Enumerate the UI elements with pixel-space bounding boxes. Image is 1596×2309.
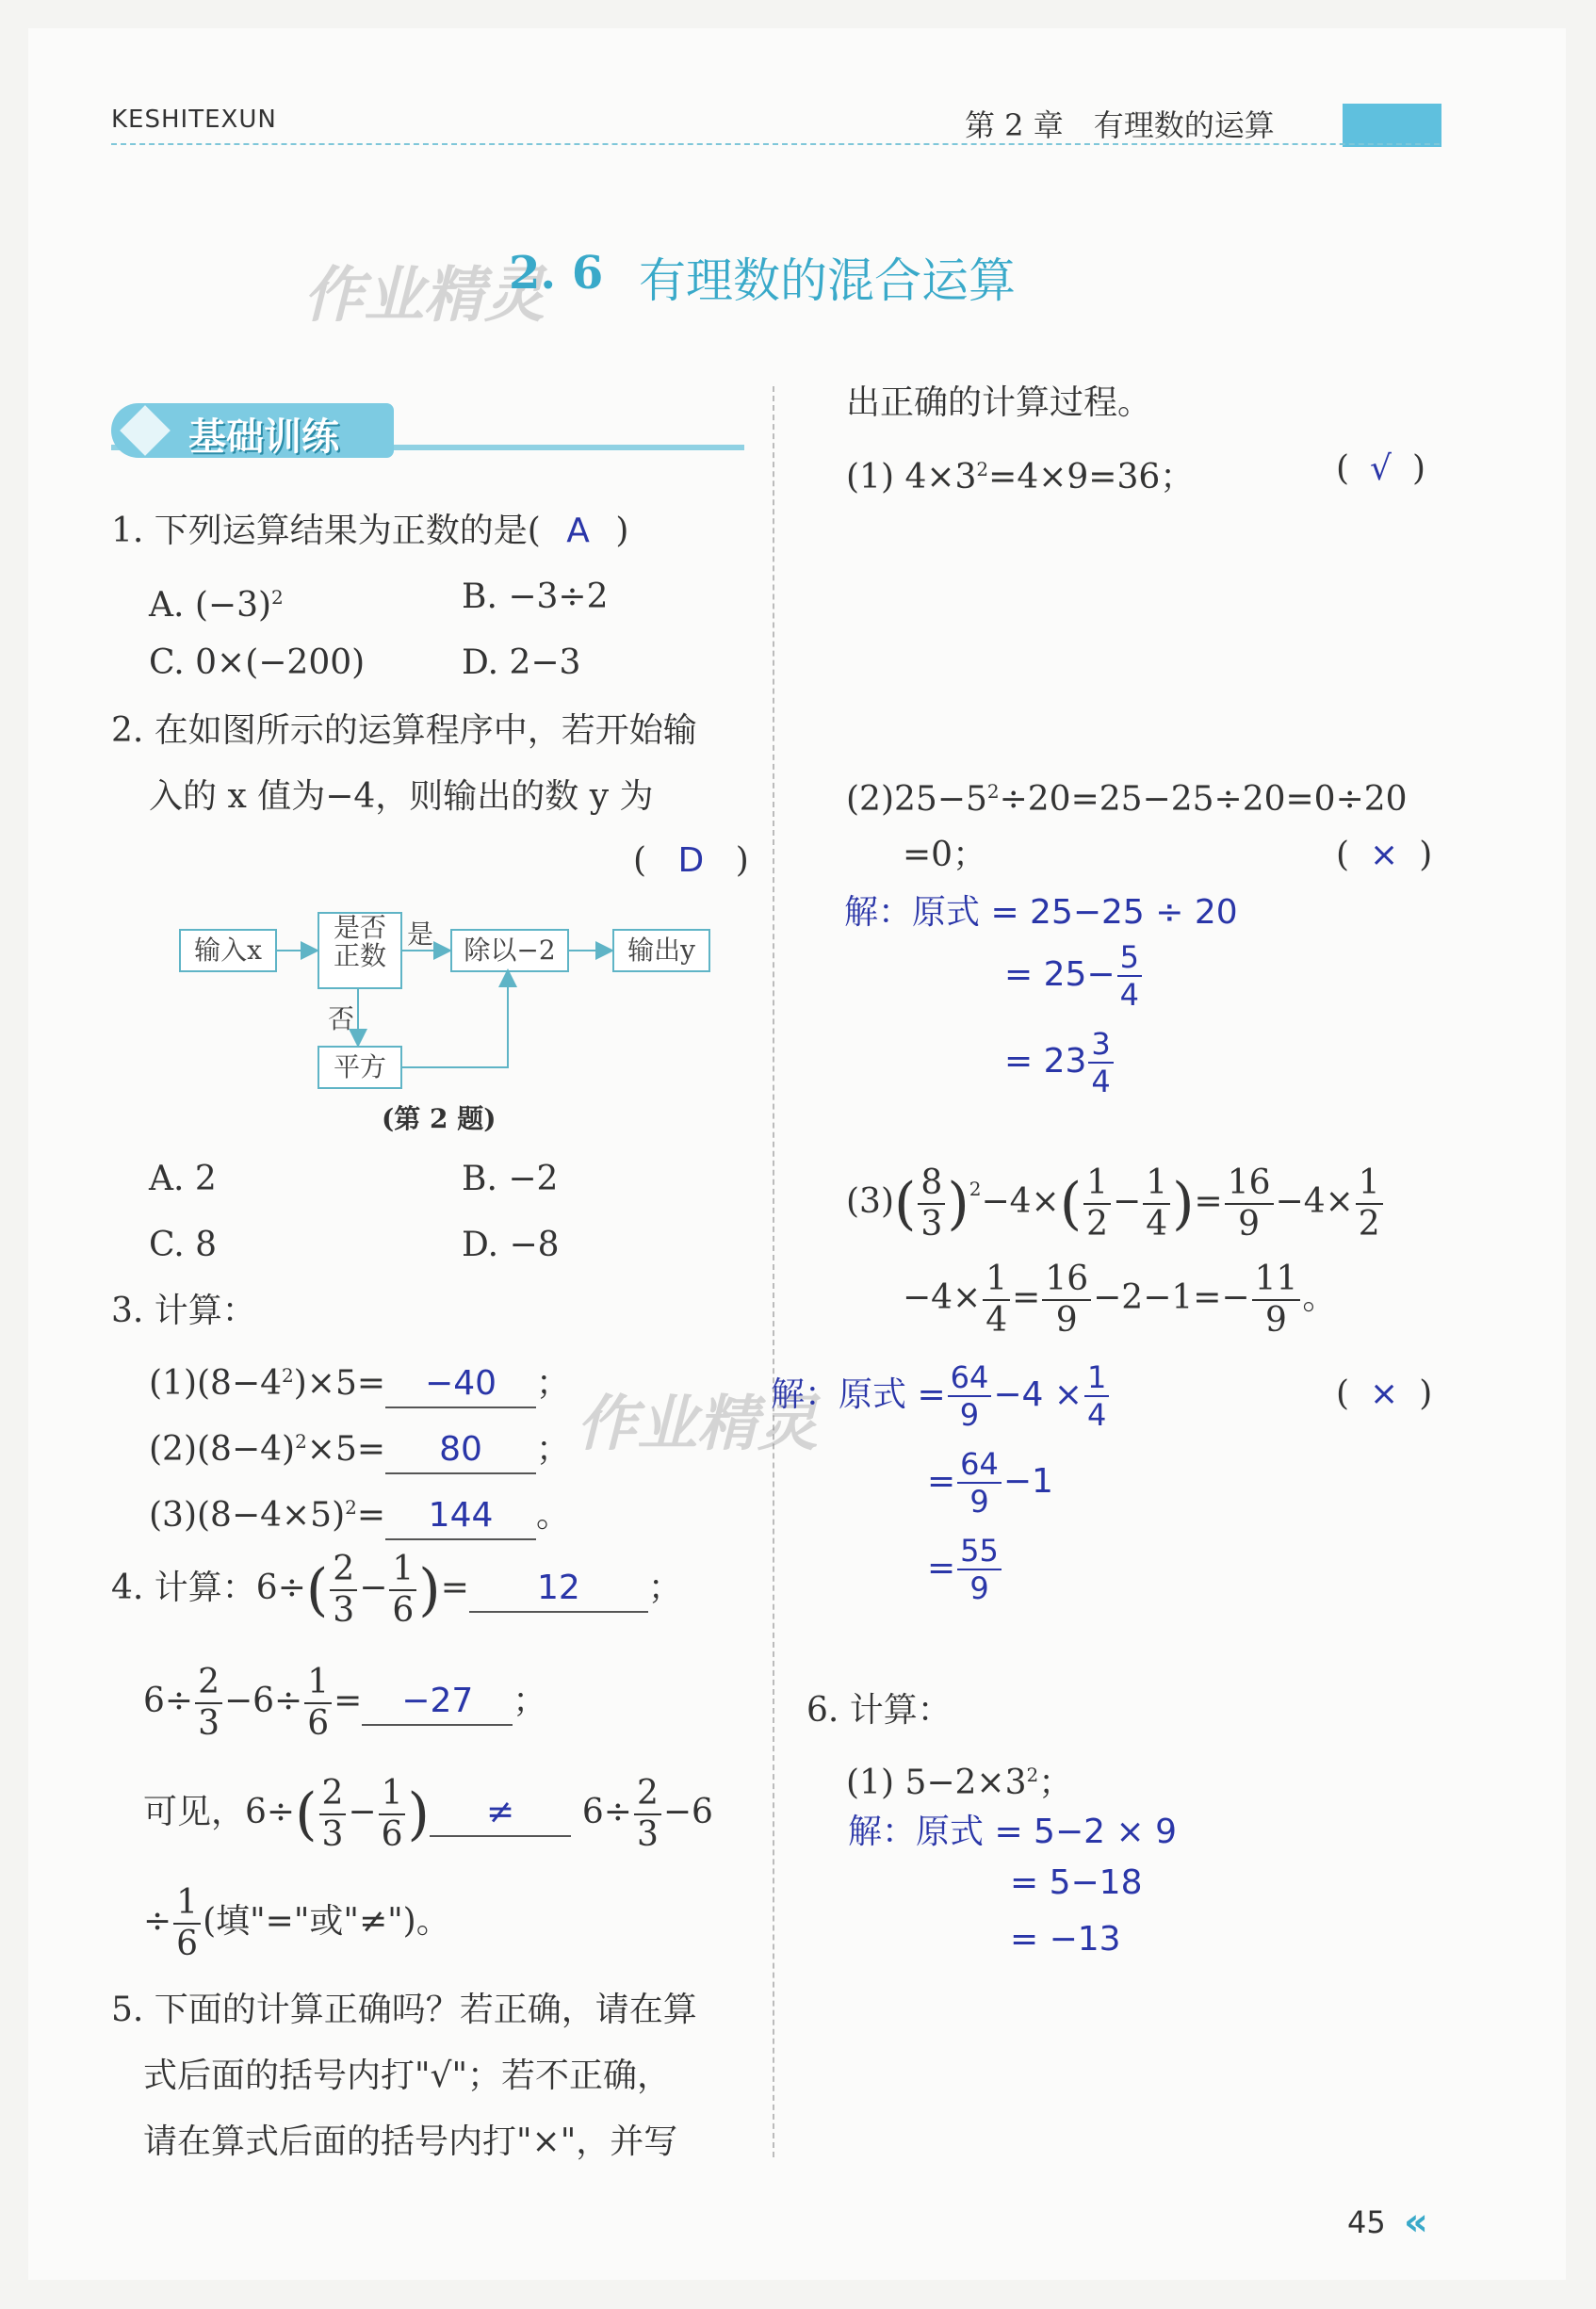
q3-part2: $(2)(8-4)^2\times 5= 80$ ；	[149, 1419, 570, 1474]
q3-stem: 3. 计算：	[111, 1292, 256, 1330]
q5-part3-mark: ( × )	[1336, 1374, 1433, 1413]
header-brand: KESHITEXUN	[111, 106, 277, 134]
q5-part3-solution-2: = $\frac{64}{9}$ −1	[927, 1446, 1053, 1520]
q5-part3-line2: −4× $\frac{1}{4}$ = $\frac{16}{9}$ −2−1=− $\frac{11}{9}$ 。	[903, 1260, 1337, 1340]
q2-option-a: A. 2	[149, 1160, 217, 1198]
q5-part1: (1) $4\times 3^2=4\times 9=36$；	[846, 458, 1195, 496]
q4-answer-1: 12	[536, 1569, 580, 1607]
q5-line3: 请在算式后面的括号内打"×"，并写	[143, 2122, 678, 2161]
q6-solution-2: = 5−18	[1010, 1863, 1143, 1902]
q5-part3-solution-3: = $\frac{55}{9}$	[927, 1536, 1003, 1603]
q2-option-d: D. −8	[462, 1226, 560, 1264]
section-number: 2. 6	[509, 247, 604, 300]
q5-part2-mark: ( × )	[1336, 836, 1433, 874]
section-title: 有理数的混合运算	[639, 253, 1016, 308]
q1-option-d: D. 2−3	[462, 643, 581, 682]
q1-stem: 1. 下列运算结果为正数的是( A )	[111, 512, 629, 550]
q2-answer-paren: ( D )	[633, 841, 749, 880]
header-chapter: 第 2 章 有理数的运算	[965, 107, 1275, 143]
q1-option-b: B. −3÷2	[462, 577, 609, 616]
q5-part3-line1: (3)( $\frac{8}{3}$ )$^2$−4×( $\frac{1}{2}$ − $\frac{1}{4}$ )= $\frac{16}{9}$ −4× $\frac{1}{2}$	[846, 1166, 1385, 1242]
q3-part3: $(3)(8-4\times 5)^2= 144$ 。	[149, 1485, 570, 1540]
q6-solution-1: 解：原式 = 5−2 × 9	[848, 1813, 1177, 1851]
q4-line2: 6÷ $\frac{2}{3}$ −6÷ $\frac{1}{6}$ = −27 ；	[143, 1663, 547, 1743]
banner-label: 基础训练	[188, 415, 339, 459]
q5-mark-2: ×	[1370, 836, 1399, 874]
q3-part1: $(1)(8-4^2)\times 5= -40$ ；	[149, 1353, 570, 1408]
q4-line3: 可见，6÷( $\frac{2}{3}$ − $\frac{1}{6}$ ) ≠ 6÷ $\frac{2}{3}$ −6	[143, 1774, 713, 1854]
flow-no-label: 否	[328, 1003, 355, 1034]
q4-line4: ÷ $\frac{1}{6}$ (填"="或"≠")。	[143, 1883, 450, 1963]
q5-part1-mark: ( √ )	[1336, 449, 1426, 488]
q3-answer-1: −40	[425, 1364, 497, 1403]
page-number: 45	[1347, 2204, 1386, 2240]
q2-line1: 2. 在如图所示的运算程序中，若开始输	[111, 711, 697, 750]
q5-line1: 5. 下面的计算正确吗？若正确，请在算	[111, 1991, 697, 2029]
q2-option-b: B. −2	[462, 1160, 559, 1198]
page-nav-chevron-icon: «	[1404, 2201, 1428, 2244]
q2-caption: (第 2 题)	[382, 1103, 497, 1134]
q1-option-a: A. $(-3)^2$	[149, 586, 284, 625]
flow-output-box: 输出y	[612, 929, 710, 972]
q5-line2: 式后面的括号内打"√"；若不正确，	[143, 2057, 672, 2095]
q2-option-c: C. 8	[149, 1226, 218, 1264]
q2-answer: D	[677, 841, 705, 880]
q5-mark-1: √	[1370, 449, 1392, 488]
flow-arrows	[0, 0, 1596, 1130]
q5-part2-solution-1: 解：原式 = 25−25 ÷ 20	[844, 893, 1238, 932]
watermark-top: 作业精灵	[303, 261, 545, 331]
q5-line4: 出正确的计算过程。	[846, 383, 1152, 422]
q6-solution-3: = −13	[1010, 1920, 1121, 1959]
q4-answer-2: −27	[401, 1682, 474, 1720]
q2-line2: 入的 x 值为−4，则输出的数 y 为	[149, 777, 654, 816]
q1-answer: A	[566, 512, 590, 550]
flow-divide-box: 除以−2	[450, 929, 569, 972]
q5-part3-solution-1: 解：原式 = $\frac{64}{9}$ −4 × $\frac{1}{4}$	[771, 1362, 1111, 1430]
q6-stem: 6. 计算：	[806, 1691, 952, 1730]
q3-answer-3: 144	[428, 1496, 494, 1535]
q5-part2-line2: =0；	[903, 836, 987, 874]
flow-yes-label: 是	[407, 919, 434, 950]
flow-square-box: 平方	[318, 1046, 402, 1089]
q4-answer-3: ≠	[485, 1793, 514, 1831]
q5-mark-3: ×	[1370, 1374, 1399, 1413]
watermark-middle: 作业精灵	[577, 1390, 818, 1459]
q4-line1: 4. 计算：6÷( $\frac{2}{3}$ − $\frac{1}{6}$ )= 12 ；	[111, 1550, 682, 1630]
q1-option-c: C. 0×(−200)	[149, 643, 366, 682]
flow-decision-box: 是否 正数	[318, 912, 402, 989]
q6-part1: (1) $5-2\times 3^2$；	[846, 1764, 1073, 1802]
q5-part2-solution-3: = 23 $\frac{3}{4}$	[1004, 1029, 1116, 1097]
q3-answer-2: 80	[439, 1430, 482, 1469]
flow-input-box: 输入x	[179, 929, 277, 972]
q5-part2-line1: $(2)25-5^2\div 20=25-25\div 20=0\div 20$	[846, 780, 1408, 819]
q5-part2-solution-2: = 25− $\frac{5}{4}$	[1004, 942, 1144, 1010]
